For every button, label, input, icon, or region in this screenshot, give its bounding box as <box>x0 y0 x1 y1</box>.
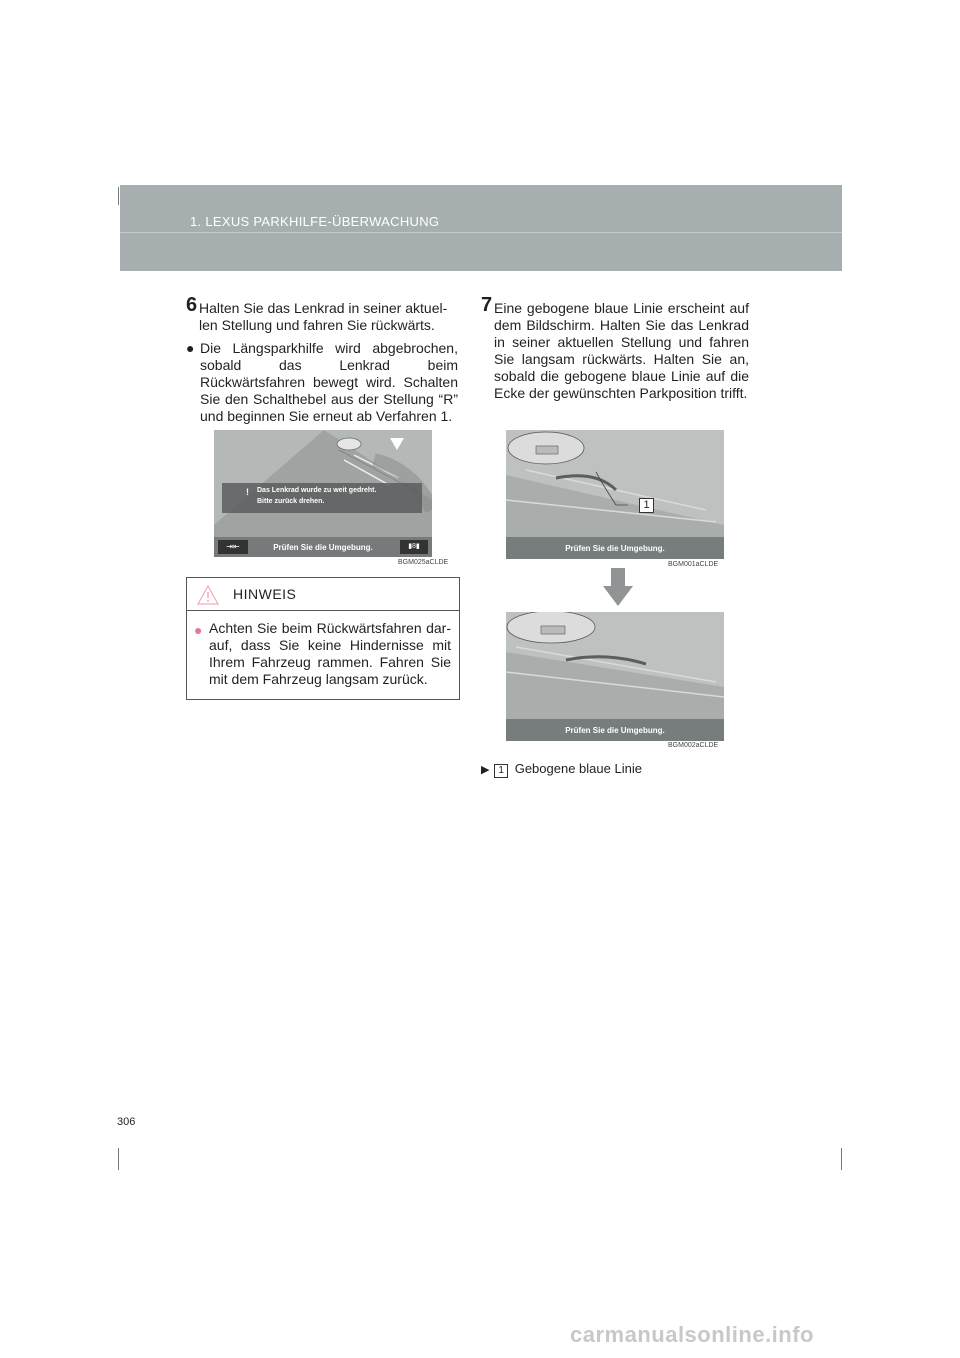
note-box <box>186 577 460 700</box>
figure-code: BGM001aCLDE <box>668 561 719 568</box>
screen-figure-curved-line-2 <box>506 612 724 741</box>
callout-box: 1 <box>639 498 654 513</box>
step-number: 7 <box>481 294 493 316</box>
page-number: 306 <box>117 1116 136 1128</box>
caution-icon <box>197 585 219 605</box>
step-7 <box>481 294 749 402</box>
step-6 <box>186 294 458 334</box>
parking-mode-icon: ⇥⇤ <box>218 540 248 554</box>
warning-line2: Bitte zurück drehen. <box>257 498 325 505</box>
warning-icon: ! <box>246 487 249 497</box>
legend-item <box>481 761 642 778</box>
warning-box <box>222 483 422 513</box>
check-surroundings-text: Prüfen Sie die Umgebung. <box>565 544 665 553</box>
note-title: HINWEIS <box>233 586 297 602</box>
crop-mark <box>841 1148 842 1170</box>
page-title: 1. LEXUS PARKHILFE-ÜBERWACHUNG <box>190 214 440 229</box>
check-surroundings-text: Prüfen Sie die Umgebung. <box>565 726 665 735</box>
crop-mark <box>118 1148 119 1170</box>
note-text: Achten Sie beim Rückwärtsfahren dar-auf, dass Sie keine Hindernisse mit Ihrem Fahrzeug rammen. Fahren Sie mit dem Fahrzeug langsam zurück. <box>209 620 451 687</box>
watermark: carmanualsonline.info <box>570 1322 814 1347</box>
screen-bottom-bar <box>506 537 724 559</box>
step-number: 6 <box>186 294 198 316</box>
figure-code: BGM002aCLDE <box>668 742 719 749</box>
step-text: Eine gebogene blaue Linie erscheint auf dem Bildschirm. Halten Sie das Lenkrad in seiner aktuellen Stellung und fahren Sie langsam rückwärts. Halten Sie an, sobald die gebogene blaue Linie auf die Ecke der gewünschten Parkposition trifft. <box>494 300 749 401</box>
header-band <box>120 185 842 271</box>
legend-marker-icon: ▶ <box>481 764 490 776</box>
bullet-icon: ● <box>186 340 195 356</box>
legend-text: Gebogene blaue Linie <box>514 761 642 776</box>
screen-figure-steering-warning <box>214 430 432 557</box>
warning-line1: Das Lenkrad wurde zu weit gedreht. <box>257 487 377 494</box>
sensor-icon: ▮8▮ <box>400 540 428 554</box>
screen-bottom-bar <box>506 719 724 741</box>
note-bullet-icon: ● <box>194 622 203 638</box>
screen-figure-curved-line-1 <box>506 430 724 559</box>
bullet-text: Die Längsparkhilfe wird abgebrochen, sobald das Lenkrad beim Rückwärtsfahren bewegt wird. Schalten Sie den Schalthebel aus der Stellung “R” und beginnen Sie erneut ab Verfahren 1. <box>200 340 458 424</box>
note-header <box>187 578 459 611</box>
figure-code: BGM025aCLDE <box>398 559 449 566</box>
step-text: Halten Sie das Lenkrad in seiner aktuel-len Stellung und fahren Sie rückwärts. <box>199 300 448 333</box>
screen-bottom-bar <box>214 537 432 557</box>
bullet-item <box>186 340 458 425</box>
legend-number-box: 1 <box>494 764 508 778</box>
check-surroundings-text: Prüfen Sie die Umgebung. <box>273 543 373 552</box>
arrow-down-icon <box>603 568 633 608</box>
crop-mark <box>118 187 119 205</box>
header-divider <box>120 232 842 233</box>
